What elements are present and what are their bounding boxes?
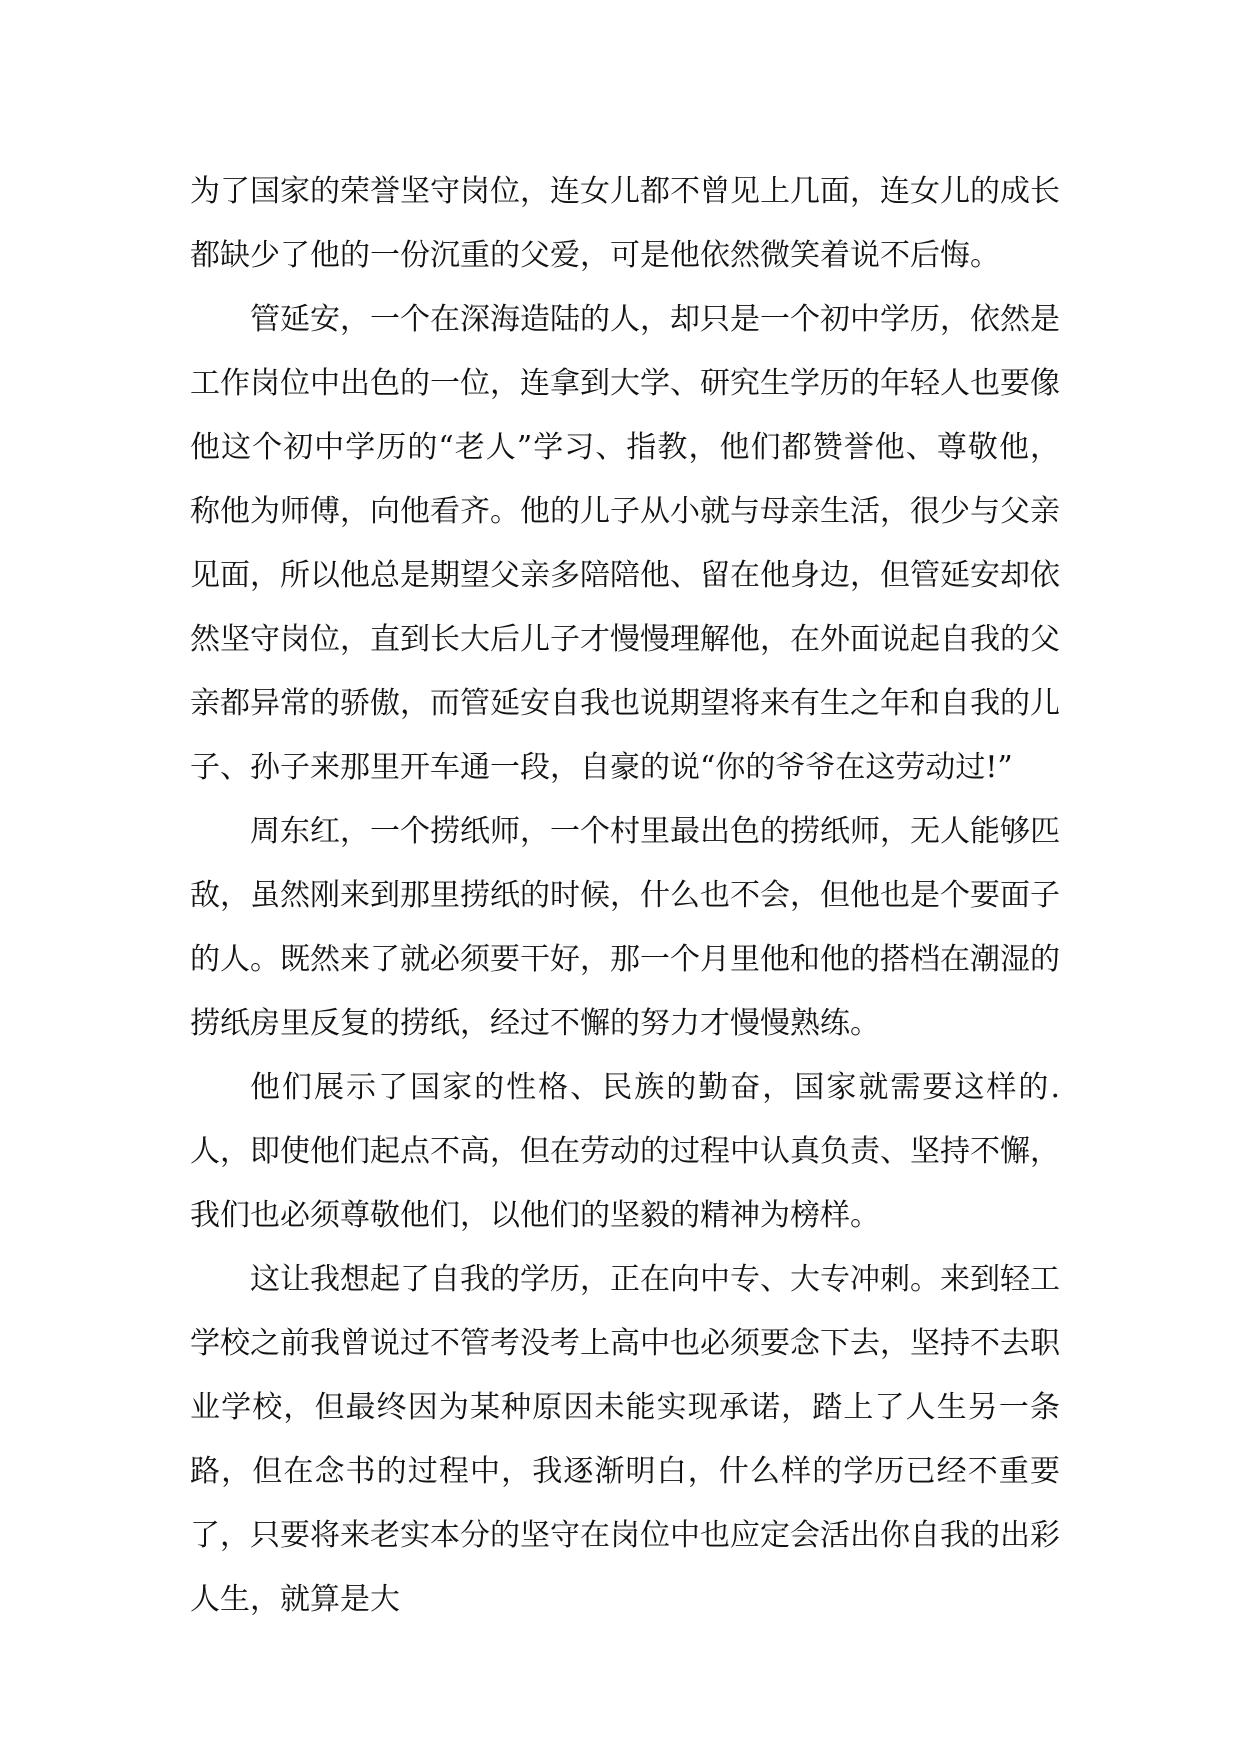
paragraph-personal-reflection: 这让我想起了自我的学历，正在向中专、大专冲刺。来到轻工学校之前我曾说过不管考没考上高中也必须要念下去，坚持不去职业学校，但最终因为某种原因未能实现承诺，踏上了人生另一条路，但在念书的过程中，我逐渐明白，什么样的学历已经不重要了，只要将来老实本分的坚守在岗位中也应定会活出你自我的出彩人生，就算是大 (190, 1262, 1060, 1617)
paragraph-zhou-donghong: 周东红，一个捞纸师，一个村里最出色的捞纸师，无人能够匹敌，虽然刚来到那里捞纸的时候，什么也不会，但他也是个要面子的人。既然来了就必须要干好，那一个月里他和他的搭档在潮湿的捞纸房里反复的捞纸，经过不懈的努力才慢慢熟练。 (190, 814, 1060, 1041)
document-body (190, 160, 1060, 1632)
paragraph-guan-yanan: 管延安，一个在深海造陆的人，却只是一个初中学历，依然是工作岗位中出色的一位，连拿到大学、研究生学历的年轻人也要像他这个初中学历的“老人”学习、指教，他们都赞誉他、尊敬他，称他为师傅，向他看齐。他的儿子从小就与母亲生活，很少与父亲见面，所以他总是期望父亲多陪陪他、留在他身边，但管延安却依然坚守岗位，直到长大后儿子才慢慢理解他，在外面说起自我的父亲都异常的骄傲，而管延安自我也说期望将来有生之年和自我的儿子、孙子来那里开车通一段，自豪的说“你的爷爷在这劳动过!” (190, 302, 1060, 785)
paragraph-national-character: 他们展示了国家的性格、民族的勤奋，国家就需要这样的. 人，即使他们起点不高，但在劳动的过程中认真负责、坚持不懈，我们也必须尊敬他们，以他们的坚毅的精神为榜样。 (190, 1070, 1060, 1233)
paragraph-continued: 为了国家的荣誉坚守岗位，连女儿都不曾见上几面，连女儿的成长都缺少了他的一份沉重的父爱，可是他依然微笑着说不后悔。 (190, 174, 1060, 273)
